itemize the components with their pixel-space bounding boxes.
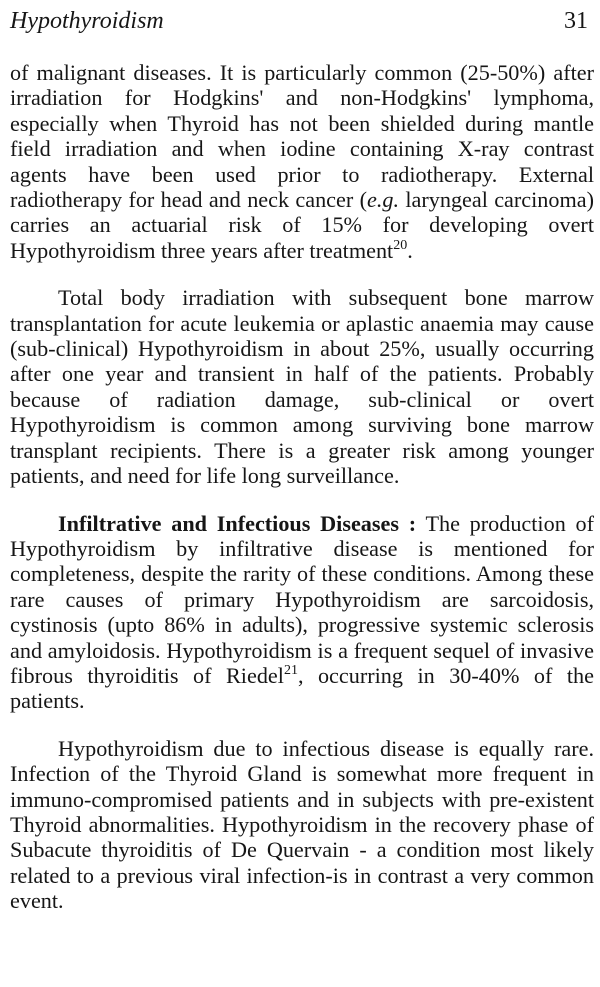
running-title: Hypothyroidism [10,8,164,34]
text-run: . [407,237,413,263]
book-page [10,0,594,987]
paragraph-body-irradiation: Total body irradiation with subsequent bone marrow transplantation for acute leukemia or aplastic anaemia may cause (sub-clinical) Hypothyroidism in about 25%, usually occurring after one year and transient in half of the patients. Probably because of radiation damage, sub-clinical or overt Hypothyroidism is common among surviving bone marrow transplant recipients. There is a greater risk among younger patients, and need for life long surveillance. [10,285,594,489]
paragraph-radiation-risk [10,60,594,263]
page-number: 31 [564,8,588,34]
paragraph-infiltrative-diseases [10,511,594,714]
run-in-heading: Infiltrative and Infectious Diseases : [58,510,417,536]
text-run-italic: e.g. [366,187,400,213]
reference-marker: 21 [283,662,298,678]
text-run: laryngeal carcinoma) carries an actuarial risk of 15% for developing overt Hypothyroidism three years after treatment [10,187,594,263]
text-run: The production of Hypothyroidism by infiltrative disease is mentioned for completeness, despite the rarity of these conditions. Among these rare causes of primary Hypothyroidism are sarcoidosis, cystinosis (upto 86% in adults), progressive systemic sclerosis and amyloidosis. Hypothyroidism is a frequent sequel of invasive fibrous thyroiditis of Riedel [10,510,594,688]
paragraph-infectious-disease: Hypothyroidism due to infectious disease is equally rare. Infection of the Thyroid Gland is somewhat more frequent in immuno-compromised patients and in subjects with pre-existent Thyroid abnormalities. Hypothyroidism in the recovery phase of Subacute thyroiditis of De Quervain - a condition most likely related to a previous viral infection-is in contrast a very common event. [10,735,594,914]
page-header [10,4,594,40]
reference-marker: 20 [393,237,408,253]
text-run: of malignant diseases. It is particularly common (25-50%) after irradiation for Hodgkins' and non-Hodgkins' lymphoma, especially when Thyroid has not been shielded during mantle field irradiation and when iodine containing X-ray contrast agents have been used prior to radiotherapy. External radiotherapy for head and neck cancer ( [10,60,594,213]
text-run: , occurring in 30-40% of the patients. [10,662,595,714]
body-text [10,60,594,914]
